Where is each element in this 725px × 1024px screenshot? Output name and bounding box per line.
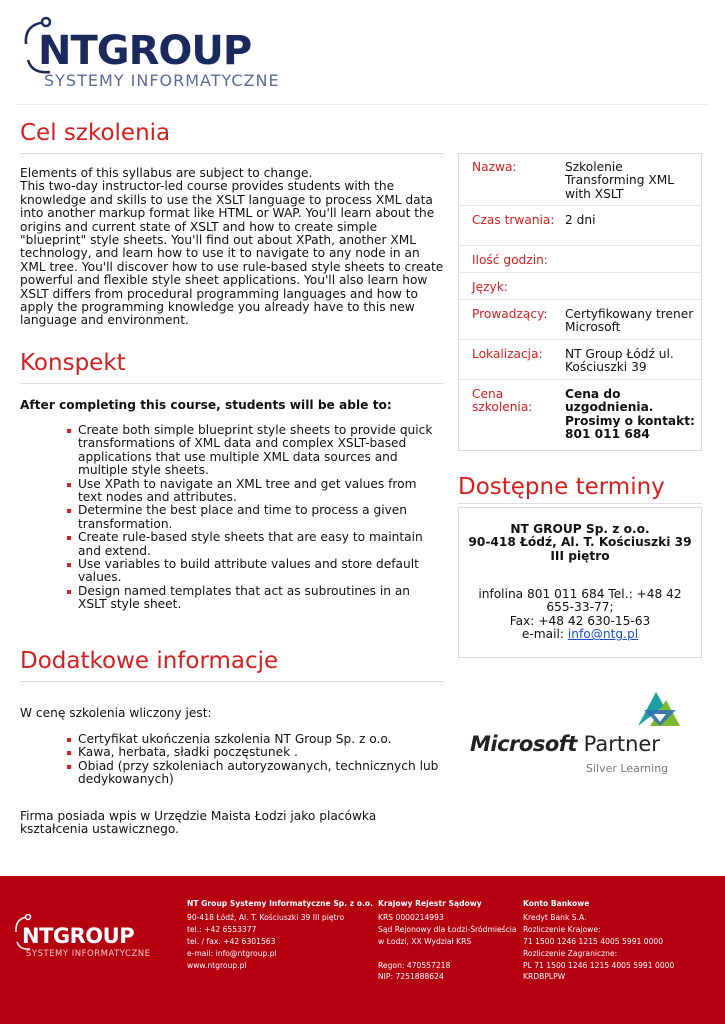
info-label: Prowadzący: — [472, 307, 548, 321]
info-label: Lokalizacja: — [472, 347, 543, 361]
terms-email-prefix: e-mail: — [521, 627, 568, 642]
terms-box — [458, 507, 702, 658]
footer-website-link[interactable]: www.ntgroup.pl — [187, 960, 247, 970]
footer — [0, 876, 725, 1024]
info-label: Język: — [472, 280, 508, 294]
info-label: Czas trwania: — [472, 213, 555, 227]
section-divider — [20, 153, 444, 154]
terms-phones: infolina 801 011 684 Tel.: +48 42 655-33-77; Fax: +48 42 630-15-63 — [478, 587, 682, 628]
section-title-terms: Dostępne terminy — [458, 474, 665, 500]
footer-line: w Łodzi, XX Wydział KRS — [378, 936, 472, 946]
footer-line: Sąd Rejonowy dla Łodzi-Śródmieścia — [378, 924, 517, 934]
info-row-name — [459, 154, 701, 206]
footer-col-title: Konto Bankowe — [523, 899, 590, 908]
footer-line: Rozliczenie Zagraniczne: — [523, 948, 618, 958]
list-item: Kawa, herbata, sładki poczęstunek . — [66, 746, 442, 759]
footer-col-title: NT Group Systemy Informatyczne Sp. z o.o. — [187, 899, 374, 908]
company-logo[interactable] — [16, 14, 306, 94]
info-row-location — [459, 340, 701, 380]
footer-logo-sub-text: SYSTEMY INFORMATYCZNE — [26, 949, 151, 959]
course-info-table — [458, 153, 702, 451]
info-row-price — [459, 380, 701, 450]
goal-text: Elements of this syllabus are subject to change. This two-day instructor-led course provides students with the knowledge and skills to use the XSLT language to process XML data into another markup format like HTML or WAP. You'll learn about the origins and current state of XSLT and how to create simple "blueprint" style sheets. You'll find out about XPath, another XML technology, and learn how to use it to navigate to any node in an XML tree. You'll discover how to use rule-based style sheets to create powerful and flexible style sheet applications. You'll also learn how XSLT differs from procedural programming languages and how to apply the programming knowledge you already have to this new language and environment. — [20, 166, 444, 328]
info-label: Cena szkolenia: — [472, 387, 533, 415]
footer-line: tel. / fax. +42 6301563 — [187, 936, 276, 946]
section-title-outline: Konspekt — [20, 350, 126, 376]
section-title-extra: Dodatkowe informacje — [20, 648, 279, 674]
info-value: Szkolenie Transforming XML with XSLT — [565, 160, 674, 201]
terms-email-line — [463, 628, 697, 641]
info-row-language — [459, 273, 701, 300]
info-value: Cena do uzgodnienia. Prosimy o kontakt: 801 011 684 — [565, 387, 695, 442]
section-divider — [20, 383, 444, 384]
footer-registry-col — [378, 898, 517, 983]
partner-level: Silver Learning — [586, 762, 669, 775]
footer-line: Regon: 470557218 — [378, 960, 451, 970]
info-value: 2 dni — [565, 213, 596, 227]
footer-line: 90-418 Łódź, Al. T. Kościuszki 39 III piętro — [187, 912, 345, 922]
outline-intro: After completing this course, students will be able to: — [20, 398, 392, 412]
section-divider — [20, 681, 444, 682]
footer-line: 71 1500 1246 1215 4005 5991 0000 — [523, 936, 664, 946]
microsoft-partner-badge — [470, 688, 700, 778]
terms-contact — [463, 588, 697, 642]
footer-line: Kredyt Bank S.A. — [523, 912, 587, 922]
footer-line — [378, 948, 517, 960]
footer-logo-main-text: NTGROUP — [22, 924, 135, 948]
outline-list — [66, 424, 442, 612]
info-row-duration — [459, 206, 701, 246]
info-value: NT Group Łódź ul. Kościuszki 39 — [565, 347, 674, 375]
list-item: Create rule-based style sheets that are easy to maintain and extend. — [66, 531, 442, 558]
footer-company-col — [187, 898, 373, 971]
extra-list — [66, 733, 442, 787]
info-label: Ilość godzin: — [472, 253, 548, 267]
partner-word: Partner — [576, 732, 660, 756]
extra-note: Firma posiada wpis w Urzędzie Maista Łodzi jako placówka kształcenia ustawicznego. — [20, 809, 377, 837]
footer-line: KRS 0000214993 — [378, 912, 444, 922]
email-link[interactable]: info@ntg.pl — [567, 627, 639, 642]
footer-line: NIP: 7251888624 — [378, 972, 444, 982]
list-item: Certyfikat ukończenia szkolenia NT Group Sp. z o.o. — [66, 733, 442, 746]
info-row-trainer — [459, 300, 701, 340]
section-title-goal: Cel szkolenia — [20, 120, 171, 146]
info-label: Nazwa: — [472, 160, 517, 174]
list-item: Determine the best place and time to process a given transformation. — [66, 504, 442, 531]
logo-sub-text: SYSTEMY INFORMATYCZNE — [44, 71, 280, 90]
extra-intro: W cenę szkolenia wliczony jest: — [20, 706, 212, 720]
partner-brand: Microsoft — [470, 732, 577, 756]
list-item: Create both simple blueprint style sheets to provide quick transformations of XML data and complex XSLT-based applications that use multiple XML data sources and multiple style sheets. — [66, 424, 442, 478]
footer-email[interactable]: e-mail: info@ntgroup.pl — [187, 948, 277, 958]
footer-bank-col — [523, 898, 674, 983]
footer-logo[interactable] — [12, 914, 162, 964]
info-value: Certyfikowany trener Microsoft — [565, 307, 694, 335]
partner-text — [470, 732, 660, 756]
footer-col-title: Krajowy Rejestr Sądowy — [378, 899, 482, 908]
partner-logo-icon — [636, 688, 682, 730]
info-row-hours — [459, 246, 701, 273]
footer-line: PL 71 1500 1246 1215 4005 5991 0000 — [523, 960, 675, 970]
list-item: Obiad (przy szkoleniach autoryzowanych, technicznych lub dedykowanych) — [66, 760, 442, 787]
logo-main-text: NTGROUP — [38, 28, 252, 74]
header-divider — [16, 104, 708, 105]
terms-company: NT GROUP Sp. z o.o. 90-418 Łódź, Al. T. Kościuszki 39 III piętro — [468, 522, 692, 563]
footer-line: tel.: +42 6553377 — [187, 924, 257, 934]
list-item: Use XPath to navigate an XML tree and get values from text nodes and attributes. — [66, 478, 442, 505]
list-item: Design named templates that act as subroutines in an XSLT style sheet. — [66, 585, 442, 612]
footer-line: KRDBPLPW — [523, 972, 566, 982]
footer-line: Rozliczenie Krajowe: — [523, 924, 601, 934]
section-divider — [458, 503, 702, 504]
list-item: Use variables to build attribute values and store default values. — [66, 558, 442, 585]
